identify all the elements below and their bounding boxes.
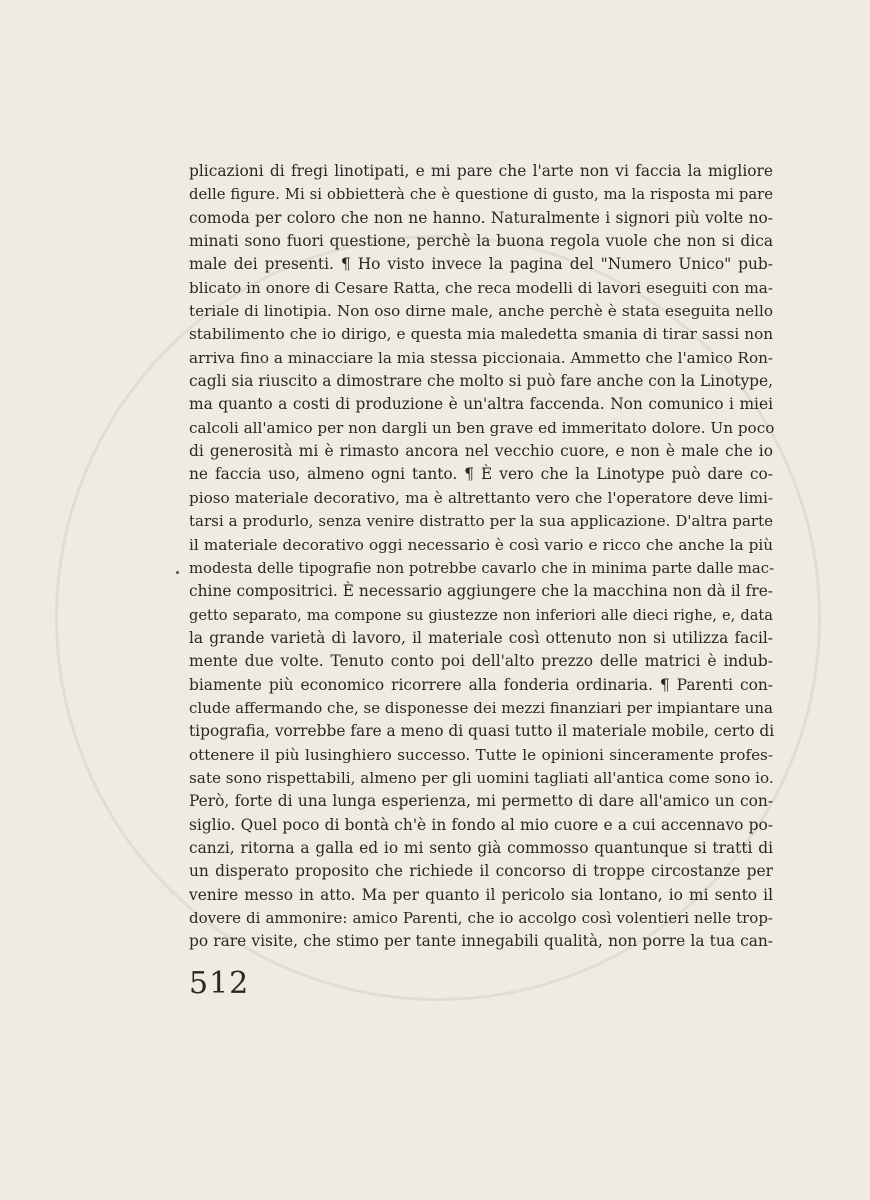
text-line: chine compositrici. È necessario aggiungere che la macchina non dà il fre- — [189, 582, 773, 601]
text-line: un disperato proposito che richiede il concorso di troppe circostanze per — [189, 862, 773, 881]
body-text — [189, 160, 773, 954]
text-line: cagli sia riuscito a dimostrare che molto si può fare anche con la Linotype, — [189, 372, 773, 391]
text-line: dovere di ammonire: amico Parenti, che io accolgo così volentieri nelle trop- — [189, 909, 773, 927]
text-line: minati sono fuori questione, perchè la buona regola vuole che non si dica — [189, 232, 773, 251]
text-line: tipografia, vorrebbe fare a meno di quasi tutto il materiale mobile, certo di — [189, 722, 775, 741]
text-line: mente due volte. Tenuto conto poi dell'alto prezzo delle matrici è indub- — [189, 652, 773, 671]
text-line: venire messo in atto. Ma per quanto il pericolo sia lontano, io mi sento il — [189, 885, 773, 904]
text-line: plicazioni di fregi linotipati, e mi pare che l'arte non vi faccia la migliore — [189, 162, 773, 180]
text-line: tarsi a produrlo, senza venire distratto per la sua applicazione. D'altra parte — [189, 512, 773, 531]
text-line: sate sono rispettabili, almeno per gli uomini tagliati all'antica come sono io. — [189, 768, 774, 787]
page-number: 512 — [189, 966, 250, 1001]
text-line: comoda per coloro che non ne hanno. Naturalmente i signori più volte no- — [189, 208, 773, 227]
text-line: modesta delle tipografie non potrebbe cavarlo che in minima parte dalle mac- — [189, 559, 775, 577]
text-line: ottenere il più lusinghiero successo. Tutte le opinioni sinceramente profes- — [189, 745, 773, 764]
text-line: calcoli all'amico per non dargli un ben grave ed immeritato dolore. Un poco — [189, 418, 775, 437]
text-line: arriva fino a minacciare la mia stessa piccionaia. Ammetto che l'amico Ron- — [189, 348, 773, 367]
text-line: canzi, ritorna a galla ed io mi sento già commosso quantunque si tratti di — [189, 838, 773, 857]
text-line: la grande varietà di lavoro, il materiale così ottenuto non si utilizza facil- — [189, 628, 773, 647]
text-line: il materiale decorativo oggi necessario è così vario e ricco che anche la più — [189, 535, 773, 554]
text-line: ma quanto a costi di produzione è un'altra faccenda. Non comunico i miei — [189, 395, 773, 414]
text-line: biamente più economico ricorrere alla fonderia ordinaria. ¶ Parenti con- — [189, 675, 773, 694]
text-line: pioso materiale decorativo, ma è altrettanto vero che l'operatore deve limi- — [189, 488, 773, 507]
text-line: po rare visite, che stimo per tante innegabili qualità, non porre la tua can- — [189, 932, 773, 951]
text-line: teriale di linotipia. Non oso dirne male, anche perchè è stata eseguita nello — [189, 302, 773, 321]
margin-mark — [176, 571, 179, 574]
text-line: stabilimento che io dirigo, e questa mia maledetta smania di tirar sassi non — [189, 325, 773, 344]
text-line: ne faccia uso, almeno ogni tanto. ¶ È vero che la Linotype può dare co- — [189, 465, 773, 484]
text-line: di generosità mi è rimasto ancora nel vecchio cuore, e non è male che io — [189, 442, 773, 461]
text-line: getto separato, ma compone su giustezze non inferiori alle dieci righe, e, data — [189, 606, 773, 624]
text-line: clude affermando che, se disponesse dei mezzi finanziari per impiantare una — [189, 698, 773, 717]
text-line: male dei presenti. ¶ Ho visto invece la pagina del "Numero Unico" pub- — [189, 255, 773, 274]
text-line: blicato in onore di Cesare Ratta, che reca modelli di lavori eseguiti con ma- — [189, 278, 773, 297]
text-line: Però, forte di una lunga esperienza, mi permetto di dare all'amico un con- — [189, 792, 773, 811]
text-line: delle figure. Mi si obbietterà che è questione di gusto, ma la risposta mi pare — [189, 186, 773, 204]
text-line: siglio. Quel poco di bontà ch'è in fondo al mio cuore e a cui accennavo po- — [189, 815, 773, 834]
